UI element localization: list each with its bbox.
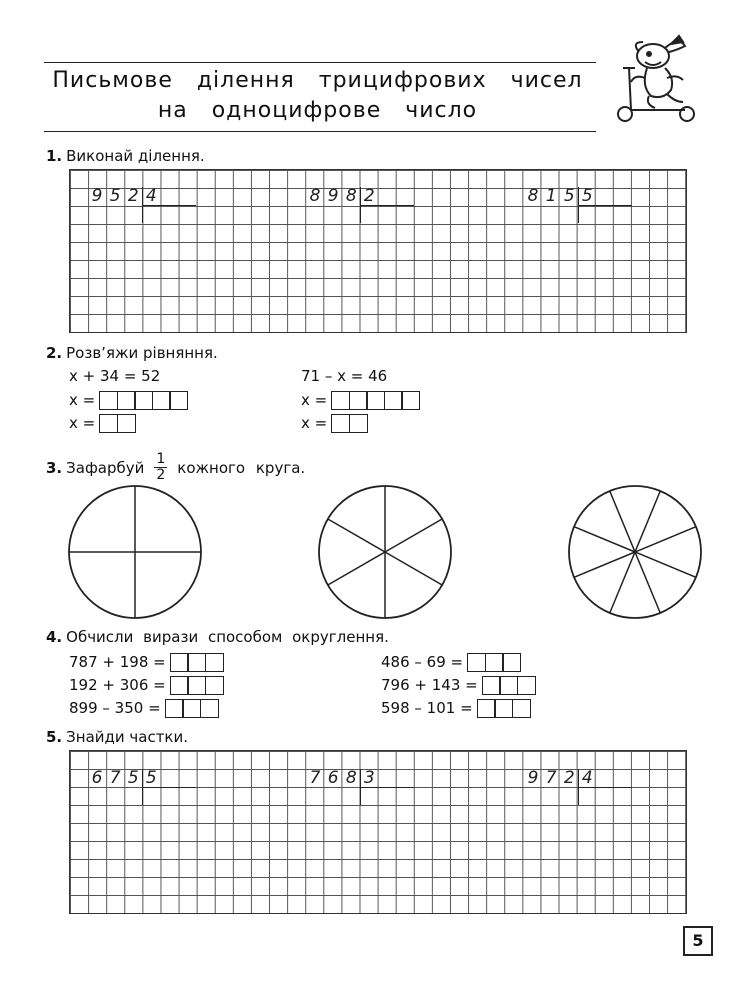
equation-left-step-2	[69, 413, 134, 433]
answer-boxes[interactable]	[331, 414, 366, 433]
expression	[69, 652, 222, 672]
task-4-number: 4.	[46, 628, 63, 646]
digit: 7	[309, 768, 321, 788]
digit: 4	[145, 186, 157, 206]
digit: 7	[545, 768, 557, 788]
answer-boxes[interactable]	[99, 414, 134, 433]
task-2-heading	[46, 344, 218, 362]
expression	[381, 675, 534, 695]
page-title-line-2: на одноцифрове число	[157, 98, 478, 123]
answer-label: x =	[69, 391, 96, 409]
task-5-text: Знайди частки.	[66, 728, 189, 746]
answer-boxes[interactable]	[482, 676, 535, 695]
answer-boxes[interactable]	[170, 653, 223, 672]
digit: 2	[563, 768, 575, 788]
digit: 5	[127, 768, 139, 788]
task-1-problem-2-dividend	[306, 186, 378, 206]
expression	[69, 698, 217, 718]
digit: 6	[327, 768, 339, 788]
task-3-number: 3.	[46, 458, 63, 477]
circle-6-sectors[interactable]	[319, 486, 451, 618]
equation-right-step-1	[301, 390, 419, 410]
answer-boxes[interactable]	[331, 391, 419, 410]
digit: 5	[109, 186, 121, 206]
answer-boxes[interactable]	[477, 699, 530, 718]
expression-text: 899 – 350 =	[69, 699, 161, 717]
equation-left-step-1	[69, 390, 187, 410]
task-4-heading	[46, 628, 389, 646]
division-bracket-horizontal	[142, 787, 196, 788]
task-1-problem-3-dividend	[524, 186, 596, 206]
circle-4-sectors[interactable]	[69, 486, 201, 618]
task-1-heading	[46, 147, 205, 165]
answer-label: x =	[301, 414, 328, 432]
task-5-number: 5.	[46, 728, 63, 746]
equation-right: 71 – x = 46	[301, 367, 388, 385]
digit: 9	[91, 186, 103, 206]
digit: 8	[345, 186, 357, 206]
expression-text: 192 + 306 =	[69, 676, 166, 694]
digit: 5	[581, 186, 593, 206]
title-bottom-rule	[44, 131, 596, 132]
answer-boxes[interactable]	[99, 391, 187, 410]
answer-boxes[interactable]	[170, 676, 223, 695]
task-3-text-after: кожного круга.	[177, 458, 306, 477]
task-1-problem-1-dividend	[88, 186, 160, 206]
digit: 6	[91, 768, 103, 788]
expression	[69, 675, 222, 695]
digit: 5	[563, 186, 575, 206]
task-1-number: 1.	[46, 147, 63, 165]
answer-boxes[interactable]	[165, 699, 218, 718]
fraction-numerator: 1	[156, 451, 166, 467]
expression-text: 598 – 101 =	[381, 699, 473, 717]
task-2-text: Розв’яжи рівняння.	[66, 344, 218, 362]
task-5-heading	[46, 728, 188, 746]
answer-label: x =	[301, 391, 328, 409]
digit: 7	[109, 768, 121, 788]
digit: 8	[309, 186, 321, 206]
page-title-line-1: Письмове ділення трицифрових чисел	[52, 68, 583, 93]
fraction-denominator: 2	[156, 467, 166, 483]
digit: 1	[545, 186, 557, 206]
circles-to-color	[0, 480, 745, 620]
fraction	[154, 452, 167, 483]
digit: 4	[581, 768, 593, 788]
page-number: 5	[683, 926, 713, 956]
title-top-rule	[44, 62, 596, 63]
task-1-text: Виконай ділення.	[66, 147, 205, 165]
digit: 8	[345, 768, 357, 788]
answer-label: x =	[69, 414, 96, 432]
digit: 2	[127, 186, 139, 206]
division-bracket-horizontal	[360, 787, 414, 788]
expression-text: 796 + 143 =	[381, 676, 478, 694]
expression-text: 787 + 198 =	[69, 653, 166, 671]
digit: 9	[527, 768, 539, 788]
expression	[381, 698, 529, 718]
digit: 2	[363, 186, 375, 206]
task-5-problem-1-dividend	[88, 768, 160, 788]
task-2-number: 2.	[46, 344, 63, 362]
answer-boxes[interactable]	[467, 653, 520, 672]
equation-right-step-2	[301, 413, 366, 433]
digit: 3	[363, 768, 375, 788]
task-5-problem-2-dividend	[306, 768, 378, 788]
task-4-text: Обчисли вирази способом округлення.	[66, 628, 389, 646]
task-5-problem-3-dividend	[524, 768, 596, 788]
digit: 5	[145, 768, 157, 788]
equation-left: x + 34 = 52	[69, 367, 161, 385]
circle-8-sectors[interactable]	[569, 486, 701, 618]
division-bracket-horizontal	[360, 205, 414, 206]
digit: 8	[527, 186, 539, 206]
task-3-heading	[46, 452, 305, 483]
expression	[381, 652, 520, 672]
task-3-text-before: Зафарбуй	[66, 458, 145, 477]
dragon-on-scooter-icon	[605, 28, 705, 128]
division-bracket-horizontal	[578, 787, 632, 788]
division-bracket-horizontal	[578, 205, 632, 206]
expression-text: 486 – 69 =	[381, 653, 464, 671]
digit: 9	[327, 186, 339, 206]
division-bracket-horizontal	[142, 205, 196, 206]
